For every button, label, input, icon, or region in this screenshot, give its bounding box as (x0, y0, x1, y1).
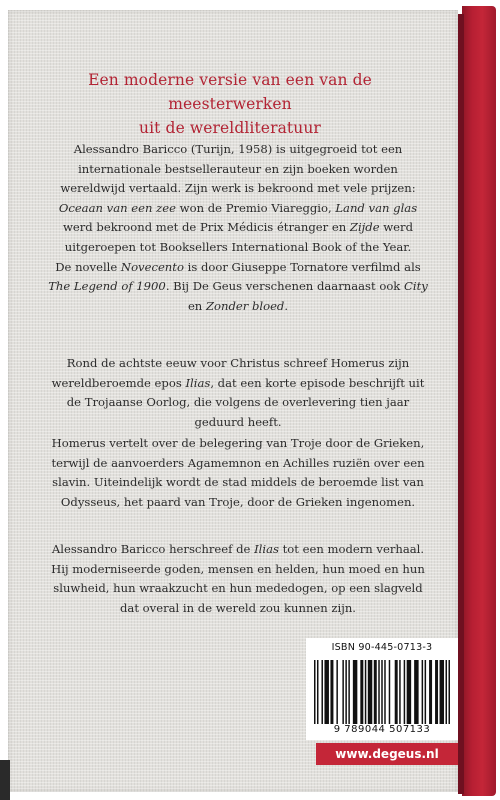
book-title: Oceaan van een zee (58, 200, 176, 215)
book-title: Novecento (120, 259, 184, 274)
text-line: Homerus vertelt over de belegering van Troje door de Grieken, (51, 436, 425, 450)
text-span: . (284, 298, 289, 313)
barcode-bar (378, 660, 379, 724)
text-line: slavin. Uiteindelijk wordt de stad middels de beroemde list van (52, 475, 424, 490)
author-bio-paragraph (48, 140, 428, 316)
barcode-bar (317, 660, 318, 724)
barcode-bar (353, 660, 357, 724)
barcode-bar (414, 660, 418, 724)
text-line: Alessandro Baricco (Turijn, 1958) is uitgegroeid tot een (73, 142, 403, 156)
barcode-bar (374, 660, 377, 724)
barcode-bar (321, 660, 322, 724)
film-title: The Legend of 1900 (48, 279, 166, 294)
barcode-bar (429, 660, 432, 724)
homer-paragraph (48, 354, 428, 432)
text-line: internationale bestsellerauteur en zijn boeken worden (78, 161, 398, 176)
text-line (48, 258, 428, 278)
text-span: en (187, 298, 206, 313)
barcode-bar (314, 660, 315, 724)
book-title: Zijde (349, 220, 380, 235)
barcode-bar (446, 660, 447, 724)
text-span: , dat een korte episode beschrijft uit (210, 375, 425, 390)
barcode-bar (365, 660, 366, 724)
barcode-bar (389, 660, 390, 724)
barcode-bar (399, 660, 400, 724)
text-line: Odysseus, het paard van Troje, door de Grieken ingenomen. (60, 494, 416, 509)
text-span: . Bij De Geus verschenen daarnaast ook (165, 279, 405, 294)
text-line (48, 199, 428, 219)
barcode-bar (440, 660, 444, 724)
background-corner (0, 760, 10, 800)
text-line (48, 297, 428, 317)
book-title: Ilias (254, 542, 279, 556)
text-line: sluwheid, hun wraakzucht en hun mededogen, op een slagveld (53, 581, 423, 596)
text-span: tot een modern verhaal. (278, 542, 425, 556)
text-line (48, 540, 428, 560)
text-line: terwijl de aanvoerders Agamemnon en Achilles ruziën over een (51, 455, 425, 470)
barcode-label (306, 638, 458, 740)
barcode-bar (324, 660, 328, 724)
text-span: werd bekroond met de Prix Médicis étranger en (62, 220, 350, 235)
tagline-line: uit de wereldliteratuur (139, 119, 321, 137)
text-line (48, 277, 428, 297)
barcode-bar (381, 660, 382, 724)
barcode-bar (384, 660, 385, 724)
text-span: is door Giuseppe Tornatore verfilmd als (183, 259, 421, 274)
book-title: Ilias (185, 375, 211, 390)
barcode-bar (395, 660, 398, 724)
text-line: de Trojaanse Oorlog, die volgens de overlevering tien jaar (66, 395, 410, 410)
text-span: De novelle (55, 259, 121, 274)
text-span: Alessandro Baricco herschreef de (51, 542, 255, 556)
barcode-bar (336, 660, 337, 724)
text-span: wereldberoemde epos (51, 375, 186, 390)
text-line: uitgeroepen tot Booksellers International Book of the Year. (64, 239, 412, 254)
rewrite-paragraph (48, 540, 428, 618)
barcode-bar (449, 660, 450, 724)
spine-edge (458, 14, 464, 794)
barcode-bar (348, 660, 349, 724)
publisher-website: www.degeus.nl (316, 743, 458, 765)
tagline-line: Een moderne versie van een van de meesterwerken (88, 71, 372, 113)
text-line: Rond de achtste eeuw voor Christus schreef Homerus zijn (66, 356, 410, 370)
text-line: geduurd heeft. (194, 414, 282, 429)
text-line: wereldwijd vertaald. Zijn werk is bekroond met vele prijzen: (60, 181, 416, 196)
text-line: dat overal in de wereld zou kunnen zijn. (120, 600, 356, 615)
barcode-bar (425, 660, 426, 724)
barcode-bar (407, 660, 411, 724)
text-span: werd (379, 220, 414, 235)
book-title: Land van glas (335, 200, 418, 215)
barcode-bar (422, 660, 423, 724)
barcode-bar (330, 660, 333, 724)
text-line (48, 218, 428, 238)
barcode-bar (345, 660, 346, 724)
barcode-bar (435, 660, 438, 724)
book-title: Zonder bloed (205, 298, 285, 313)
book-title: City (404, 279, 428, 294)
ean-number: 9 789044 507133 (333, 724, 431, 735)
barcode-bar (368, 660, 372, 724)
barcode-bar (342, 660, 343, 724)
barcode-bar (360, 660, 363, 724)
barcode-bar (404, 660, 405, 724)
tagline (40, 68, 420, 140)
isbn-number: ISBN 90-445-0713-3 (331, 642, 433, 653)
text-line (48, 374, 428, 394)
book-spine (462, 6, 496, 796)
text-span: won de Premio Viareggio, (175, 200, 336, 215)
barcode-image (314, 660, 450, 724)
troy-paragraph (48, 434, 428, 512)
text-line: Hij moderniseerde goden, mensen en helden, hun moed en hun (51, 561, 425, 576)
